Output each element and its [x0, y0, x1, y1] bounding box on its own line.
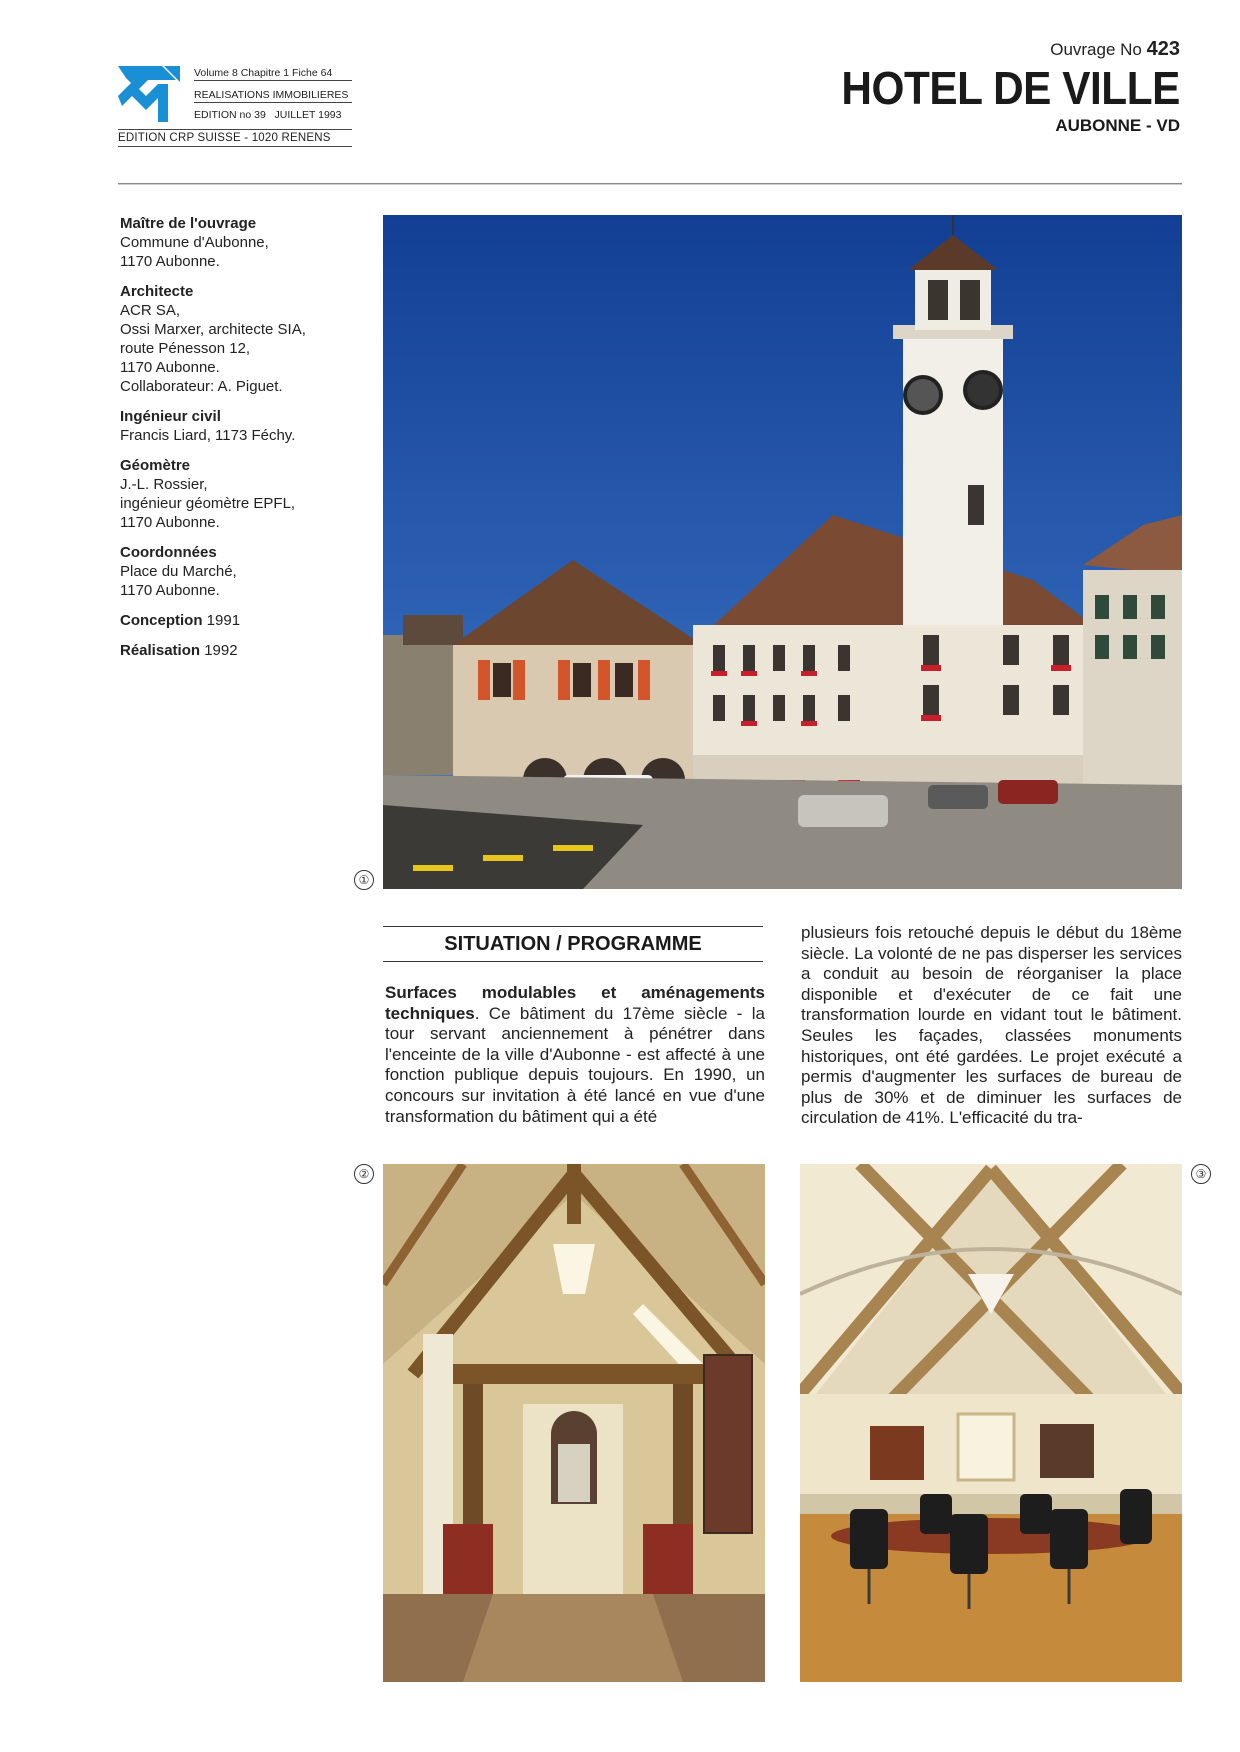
- credit-value: 1992: [204, 642, 238, 659]
- credit-line: Commune d'Aubonne,: [120, 234, 269, 251]
- credit-line: Place du Marché,: [120, 563, 237, 580]
- photo-meeting-room: [800, 1164, 1182, 1682]
- credit-value: 1991: [206, 612, 241, 629]
- edition-date: JUILLET 1993: [274, 109, 342, 121]
- photo-number-1: ①: [354, 870, 374, 890]
- credit-line: 1170 Aubonne.: [120, 253, 220, 270]
- body-lead: Surfaces modulables et aménagements techniques: [385, 983, 765, 1023]
- credit-line: 1170 Aubonne.: [120, 582, 220, 599]
- publication-series: REALISATIONS IMMOBILIERES: [194, 88, 352, 103]
- credit-block: [120, 641, 350, 660]
- edition-number: EDITION no 39: [194, 109, 266, 121]
- credit-label: Géomètre: [120, 457, 191, 474]
- photo-town-hall-exterior: [383, 215, 1182, 889]
- credit-block: [120, 611, 350, 630]
- credit-line: route Pénesson 12,: [120, 340, 251, 357]
- body-column-2: plusieurs fois retouché depuis le début du 18ème siècle. La volonté de ne pas disperser les services a conduit au besoin de réorganiser la place disponible et d'exécuter de ce fait une transformation lourde en vidant tout le bâtiment. Seules les façades, classées monuments historiques, ont été gardées. Le projet exécuté a permis d'augmenter les surfaces de bureau de plus de 30% et de diminuer les surfaces de circulation de 41%. L'efficacité du tra-: [801, 923, 1182, 1128]
- ouvrage-value: 423: [1146, 38, 1180, 60]
- publication-edition: [194, 108, 352, 122]
- credit-block: [120, 407, 350, 445]
- credit-block: [120, 456, 350, 532]
- credit-line: 1170 Aubonne.: [120, 514, 220, 531]
- credit-block: [120, 543, 350, 600]
- body-column-1-text: . Ce bâtiment du 17ème siècle - la tour servant anciennement à pénétrer dans l'enceinte de la ville d'Aubonne - est affecté à une fonction publique depuis toujours. En 1990, un concours sur invitation à été lancé en vue d'une transformation du bâtiment qui a été: [385, 1003, 765, 1126]
- page-title: HOTEL DE VILLE: [841, 62, 1180, 114]
- publication-volume: Volume 8 Chapitre 1 Fiche 64: [194, 66, 352, 81]
- credit-line: Collaborateur: A. Piguet.: [120, 378, 283, 395]
- credit-block: [120, 214, 350, 271]
- credit-label: Architecte: [120, 283, 194, 300]
- photo-number-3: ③: [1191, 1164, 1211, 1184]
- credit-label: Maître de l'ouvrage: [120, 215, 257, 232]
- credit-label: Coordonnées: [120, 544, 217, 561]
- ouvrage-number: [1050, 38, 1180, 61]
- credit-label: Conception: [120, 612, 203, 629]
- credit-line: J.-L. Rossier,: [120, 476, 208, 493]
- credit-line: ingénieur géomètre EPFL,: [120, 495, 296, 512]
- project-credits: [120, 214, 350, 671]
- credit-line: Ossi Marxer, architecte SIA,: [120, 321, 306, 338]
- credit-line: ACR SA,: [120, 302, 181, 319]
- publisher-logo: [118, 66, 180, 122]
- credit-line: Francis Liard, 1173 Féchy.: [120, 427, 296, 444]
- section-heading: SITUATION / PROGRAMME: [383, 926, 763, 962]
- body-column-1: [385, 983, 765, 1127]
- location: AUBONNE - VD: [1055, 116, 1180, 135]
- publisher-address: EDITION CRP SUISSE - 1020 RENENS: [118, 129, 352, 147]
- credit-block: [120, 282, 350, 396]
- credit-label: Ingénieur civil: [120, 408, 221, 425]
- credit-label: Réalisation: [120, 642, 201, 659]
- header-divider: [118, 183, 1182, 185]
- credit-line: 1170 Aubonne.: [120, 359, 220, 376]
- ouvrage-label: Ouvrage No: [1050, 40, 1142, 59]
- photo-attic-corridor: [383, 1164, 765, 1682]
- photo-number-2: ②: [354, 1164, 374, 1184]
